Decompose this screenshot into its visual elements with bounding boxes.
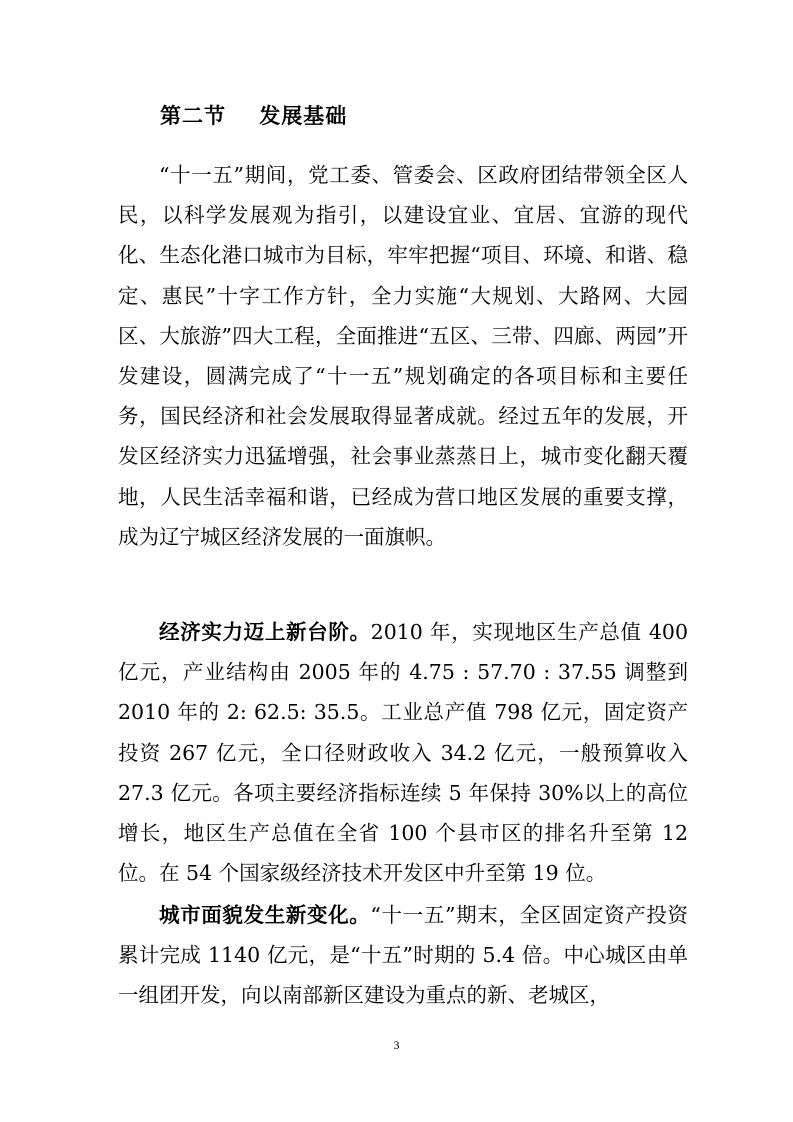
page-number: 3 bbox=[393, 1038, 400, 1052]
paragraph-text-economy: 2010 年，实现地区生产总值 400 亿元，产业结构由 2005 年的 4.75 : 57.70 : 37.55 调整到 2010 年的 2: 62.5: 35.5。工业总产值 798 亿元，固定资产投资 267 亿元，全口径财政收入 34.2 亿元，一般预算收入 27.3 亿元。各项主要经济指标连续 5 年保持 30%以上的高位增长，地区生产总值在全省 100 个县市区的排名升至第 12 位。在 54 个国家级经济技术开发区中升至第 19 位。 bbox=[118, 620, 688, 886]
section-heading: 第二节 发展基础 bbox=[160, 104, 348, 128]
paragraph-lead-city: 城市面貌发生新变化。 bbox=[159, 903, 371, 927]
paragraph-text: “十一五”期间，党工委、管委会、区政府团结带领全区人民，以科学发展观为指引，以建设宜业、宜居、宜游的现代化、生态化港口城市为目标，牢牢把握“项目、环境、和谐、稳定、惠民”十字工作方针，全力实施“大规划、大路网、大园区、大旅游”四大工程，全面推进“五区、三带、四廊、两园”开发建设，圆满完成了“十一五”规划确定的各项目标和主要任务，国民经济和社会发展取得显著成就。经过五年的发展，开发区经济实力迅猛增强，社会事业蒸蒸日上，城市变化翻天覆地，人民生活幸福和谐，已经成为营口地区发展的重要支撑，成为辽宁城区经济发展的一面旗帜。 bbox=[118, 163, 688, 549]
paragraph-economy bbox=[118, 612, 688, 893]
paragraph-lead-economy: 经济实力迈上新台阶。 bbox=[159, 620, 371, 644]
paragraph-text-city: “十一五”期末，全区固定资产投资累计完成 1140 亿元，是“十五”时期的 5.4 倍。中心城区由单一组团开发，向以南部新区建设为重点的新、老城区， bbox=[118, 903, 689, 1008]
paragraph-overview bbox=[118, 155, 688, 557]
paragraph-city bbox=[118, 895, 688, 1016]
